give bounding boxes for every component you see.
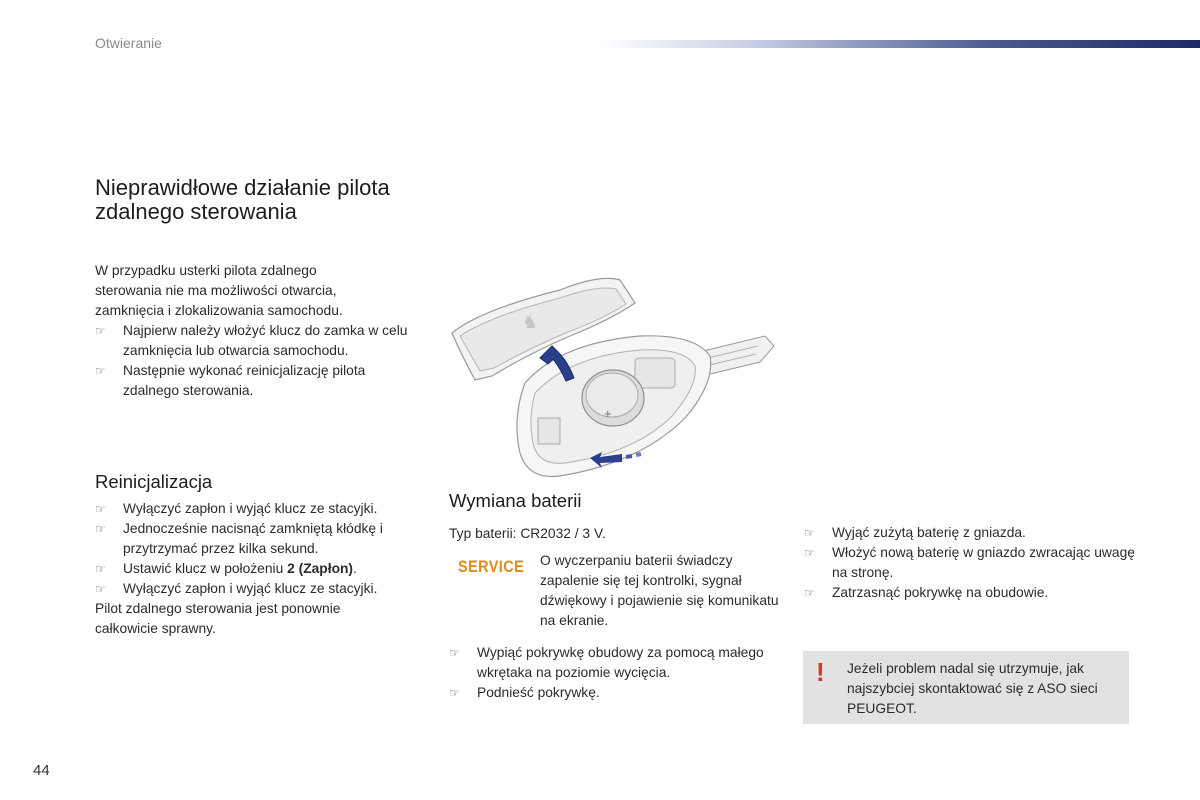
battery-heading: Wymiana baterii <box>449 490 582 511</box>
page-title: Nieprawidłowe działanie pilota zdalnego sterowania <box>95 175 390 224</box>
pointing-hand-icon: ☞ <box>95 502 106 516</box>
key-battery-illustration <box>440 258 790 483</box>
list-item: ☞ Podnieść pokrywkę. <box>449 683 769 703</box>
pointing-hand-icon: ☞ <box>95 582 106 596</box>
svg-text:+: + <box>604 406 612 421</box>
section-title: Otwieranie <box>95 35 162 51</box>
pointing-hand-icon: ☞ <box>95 562 106 576</box>
battery-steps-list <box>449 643 769 703</box>
list-item: ☞ Najpierw należy włożyć klucz do zamka w celu zamknięcia lub otwarcia samochodu. <box>95 323 408 358</box>
reinit-list <box>95 499 420 599</box>
list-item: ☞ Wyjąć zużytą baterię z gniazda. <box>804 523 1149 543</box>
exclamation-icon: ! <box>816 657 825 687</box>
list-item: ☞ Następnie wykonać reinicjalizację pilota zdalnego sterowania. <box>95 363 366 398</box>
replace-steps-list <box>804 523 1149 603</box>
reinit-footer: Pilot zdalnego sterowania jest ponownie całkowicie sprawny. <box>95 601 341 636</box>
service-warning-icon: SERVICE <box>458 557 525 576</box>
header-gradient-bar <box>600 40 1200 48</box>
pointing-hand-icon: ☞ <box>449 686 460 700</box>
steps-list <box>95 321 415 401</box>
battery-type: Typ baterii: CR2032 / 3 V. <box>449 526 606 541</box>
reinit-heading: Reinicjalizacja <box>95 471 213 492</box>
ignition-position: 2 (Zapłon) <box>287 561 354 576</box>
pointing-hand-icon: ☞ <box>804 546 815 560</box>
pointing-hand-icon: ☞ <box>95 364 106 378</box>
pointing-hand-icon: ☞ <box>95 324 106 338</box>
service-description: O wyczerpaniu baterii świadczy zapalenie się tej kontrolki, sygnał dźwiękowy i pojawienie się komunikatu na ekranie. <box>540 553 779 628</box>
list-item: ☞ Wyłączyć zapłon i wyjąć klucz ze stacyjki. <box>95 579 420 599</box>
pointing-hand-icon: ☞ <box>449 646 460 660</box>
intro-paragraph: W przypadku usterki pilota zdalnego sterowania nie ma możliwości otwarcia, zamknięcia i zlokalizowania samochodu. <box>95 263 343 318</box>
pointing-hand-icon: ☞ <box>804 586 815 600</box>
page-number: 44 <box>33 762 50 779</box>
list-item: ☞ Wypiąć pokrywkę obudowy za pomocą małego wkrętaka na poziomie wycięcia. <box>449 645 764 680</box>
list-item: ☞ Ustawić klucz w położeniu 2 (Zapłon). <box>95 559 420 579</box>
list-item: ☞ Włożyć nową baterię w gniazdo zwracając uwagę na stronę. <box>804 545 1135 580</box>
list-item: ☞ Jednocześnie nacisnąć zamkniętą kłódkę i przytrzymać przez kilka sekund. <box>95 521 383 556</box>
svg-text:♞: ♞ <box>522 312 539 332</box>
pointing-hand-icon: ☞ <box>804 526 815 540</box>
list-item: ☞ Zatrzasnąć pokrywkę na obudowie. <box>804 583 1149 603</box>
pointing-hand-icon: ☞ <box>95 522 106 536</box>
list-item: ☞ Wyłączyć zapłon i wyjąć klucz ze stacyjki. <box>95 499 420 519</box>
notice-text: Jeżeli problem nadal się utrzymuje, jak najszybciej skontaktować się z ASO sieci PEUGEOT. <box>847 661 1098 716</box>
